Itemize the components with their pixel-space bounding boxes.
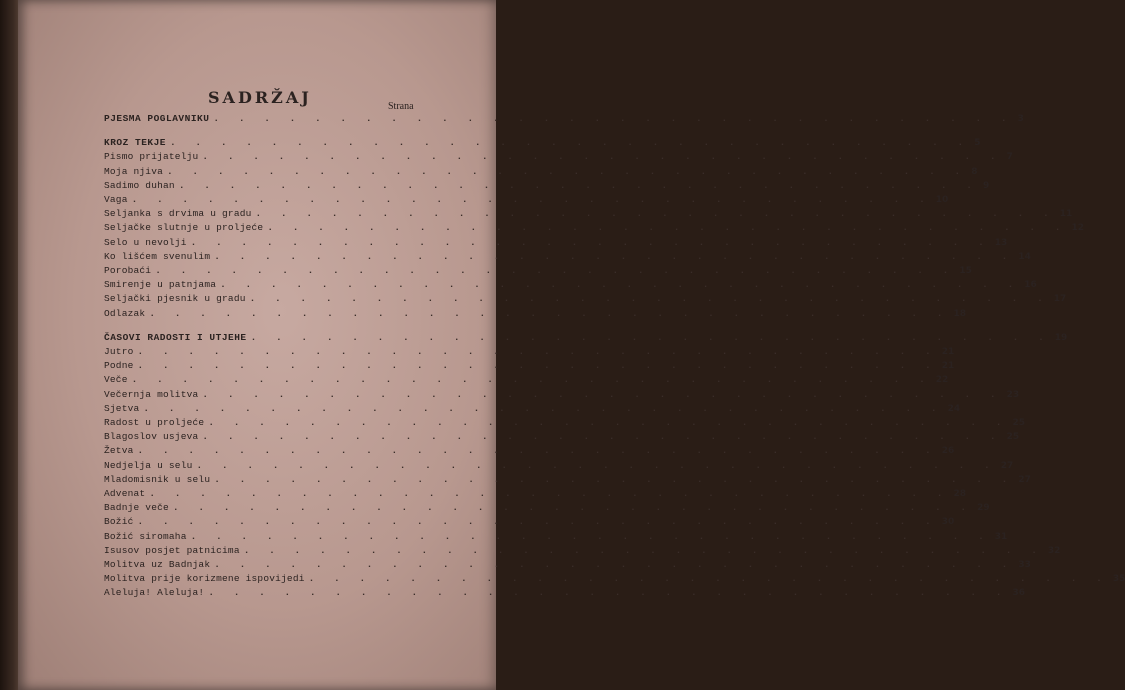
toc-entry-title: Mladomisnik u selu: [104, 473, 211, 485]
toc-page-number: 29: [977, 503, 990, 514]
toc-page-number: 10: [935, 195, 949, 205]
dot-leader: . . . . . . . . . . . . . . . . . . . . . . . . . . . . . . . .: [267, 222, 1068, 234]
dot-leader: . . . . . . . . . . . . . . . . . . . . . . . . . . . . . . . .: [131, 194, 932, 205]
toc-entry: [104, 346, 955, 360]
toc-entry: [104, 222, 1085, 236]
toc-page-number: 30: [941, 517, 955, 528]
toc-entry: [104, 279, 1037, 293]
toc-entry: [104, 360, 955, 374]
dot-leader: . . . . . . . . . . . . . . . . . . . . . . . . . . . . . . . .: [131, 374, 932, 386]
toc-entry-title: Sadimo duhan: [104, 179, 175, 191]
dot-leader: . . . . . . . . . . . . . . . . . . . . . . . . . . . . . . . .: [170, 137, 971, 149]
toc-page-number: 33: [1018, 560, 1031, 570]
toc-entry: [104, 250, 1031, 265]
toc-section: [104, 137, 981, 151]
toc-entry-title: Advenat: [104, 488, 146, 499]
dot-leader: . . . . . . . . . . . . . . . . . . . . . . . . . . . . . . . .: [220, 279, 1021, 291]
dot-leader: . . . . . . . . . . . . . . . . . . . . . . . . . . . . . . . .: [213, 113, 1014, 124]
toc-page-number: 14: [1018, 251, 1031, 262]
toc-page-number: 27: [1000, 460, 1014, 471]
dot-leader: . . . . . . . . . . . . . . . . . . . . . . . . . . . . . . . .: [214, 250, 1015, 262]
dot-leader: . . . . . . . . . . . . . . . . . . . . . . . . . . . . . . . .: [202, 388, 1003, 400]
dot-leader: . . . . . . . . . . . . . . . . . . . . . . . . . . . . . . . .: [208, 587, 1009, 599]
toc-page-number: 7: [1006, 152, 1013, 163]
toc-entry: [104, 445, 955, 459]
toc-entry: [104, 502, 990, 516]
dot-leader: . . . . . . . . . . . . . . . . . . . . . . . . . . . . . . . .: [249, 293, 1050, 305]
toc-entry-title: Veče: [104, 374, 128, 386]
toc-entry-title: Moja njiva: [104, 165, 164, 177]
toc-entry-title: Smirenje u patnjama: [104, 279, 217, 291]
toc-page-number: 15: [959, 266, 972, 276]
toc-entry: [104, 544, 1061, 559]
toc-entry-title: Seljanka s drvima u gradu: [104, 208, 252, 220]
toc-entry-title: Badnje veče: [104, 502, 169, 514]
toc-page-number: 9: [982, 180, 990, 191]
dot-leader: . . . . . . . . . . . . . . . . . . . . . . . . . . . . . . . .: [308, 573, 1109, 585]
toc-page-number: 25: [1006, 432, 1020, 443]
toc-entry: [104, 388, 1020, 403]
dot-leader: . . . . . . . . . . . . . . . . . . . . . . . . . . . . . . . .: [202, 151, 1003, 163]
toc-page-number: 17: [1053, 294, 1067, 305]
dot-leader: . . . . . . . . . . . . . . . . . . . . . . . . . . . . . . . .: [137, 360, 938, 372]
toc-page-number: 19: [1054, 332, 1068, 343]
toc-page-number: 22: [935, 375, 949, 386]
toc-entry: [104, 151, 1013, 165]
toc-entry: [104, 265, 972, 279]
toc-entry: [104, 179, 990, 194]
toc-entry: [104, 165, 978, 180]
toc-page-number: 16: [1024, 280, 1037, 291]
dot-leader: . . . . . . . . . . . . . . . . . . . . . . . . . . . . . . . .: [202, 431, 1003, 443]
toc-entry: [104, 374, 949, 388]
dot-leader: . . . . . . . . . . . . . . . . . . . . . . . . . . . . . . . .: [137, 516, 938, 528]
toc-page-number: 36: [1012, 588, 1026, 599]
dot-leader: . . . . . . . . . . . . . . . . . . . . . . . . . . . . . . . .: [190, 236, 991, 248]
toc-page-number: 13: [994, 237, 1008, 248]
toc-page-number: 18: [953, 308, 967, 319]
dot-leader: . . . . . . . . . . . . . . . . . . . . . . . . . . . . . . . .: [155, 265, 956, 276]
toc-entry-title: Božić siromaha: [104, 530, 187, 542]
toc-section: [104, 331, 1068, 346]
dot-leader: . . . . . . . . . . . . . . . . . . . . . . . . . . . . . . . .: [214, 559, 1015, 570]
toc-entry: [104, 516, 955, 530]
toc-page-number: 5: [974, 138, 981, 149]
toc-entry-title: Sjetva: [104, 402, 140, 414]
toc-entry: [104, 587, 1026, 601]
toc-entry-title: Seljačke slutnje u proljeće: [104, 222, 264, 234]
toc-entry-title: Porobaći: [104, 265, 152, 276]
book-page: [18, 0, 1125, 690]
dot-leader: . . . . . . . . . . . . . . . . . . . . . . . . . . . . . . . .: [178, 179, 979, 191]
dot-leader: . . . . . . . . . . . . . . . . . . . . . . . . . . . . . . . .: [149, 488, 950, 499]
toc-entry-title: PJESMA POGLAVNIKU: [104, 113, 210, 124]
dot-leader: . . . . . . . . . . . . . . . . . . . . . . . . . . . . . . . .: [255, 208, 1056, 220]
toc-entry-title: Nedjelja u selu: [104, 459, 193, 471]
toc-section: [104, 113, 1024, 127]
toc-entry: [104, 194, 949, 208]
toc-entry: [104, 208, 1073, 222]
toc-entry: [104, 293, 1067, 307]
toc-entry: [104, 473, 1031, 488]
dot-leader: . . . . . . . . . . . . . . . . . . . . . . . . . . . . . . . .: [143, 402, 944, 414]
toc-page-number: 24: [947, 403, 961, 414]
toc-entry: [104, 530, 1008, 545]
toc-page-number: 3: [1017, 114, 1024, 124]
toc-entry: [104, 307, 967, 322]
toc-entry-title: Jutro: [104, 346, 134, 357]
toc-entry-title: Selo u nevolji: [104, 236, 187, 248]
toc-page-number: 26: [941, 446, 955, 457]
toc-entry-title: ČASOVI RADOSTI I UTJEHE: [104, 331, 247, 343]
toc-page-number: 32: [1047, 545, 1061, 556]
dot-leader: . . . . . . . . . . . . . . . . . . . . . . . . . . . . . . . .: [137, 346, 938, 357]
toc-entry-title: Isusov posjet patnicima: [104, 544, 240, 556]
toc-entry-title: Vaga: [104, 194, 128, 205]
toc-entry-title: Žetva: [104, 445, 134, 457]
toc-page-number: 21: [941, 361, 955, 372]
dot-leader: . . . . . . . . . . . . . . . . . . . . . . . . . . . . . . . .: [196, 459, 997, 471]
toc-page-number: 35: [1112, 574, 1125, 585]
toc-entry-title: Ko lišćem svenulim: [104, 250, 211, 262]
toc-entry-title: Molitva uz Badnjak: [104, 559, 211, 570]
toc-entry-title: Seljački pjesnik u gradu: [104, 293, 246, 305]
toc-page-number: 21: [941, 347, 955, 357]
dot-leader: . . . . . . . . . . . . . . . . . . . . . . . . . . . . . . . .: [172, 502, 974, 514]
toc-page-number: 23: [1006, 389, 1020, 400]
page-column-header: Strana: [388, 101, 414, 112]
toc-entry: [104, 236, 1008, 251]
toc-entry-title: Blagoslov usjeva: [104, 431, 199, 443]
page-title: SADRŽAJ: [208, 88, 312, 107]
dot-leader: . . . . . . . . . . . . . . . . . . . . . . . . . . . . . . . .: [208, 417, 1009, 428]
toc-entry: [104, 559, 1031, 573]
toc-entry-title: Večernja molitva: [104, 388, 199, 400]
dot-leader: . . . . . . . . . . . . . . . . . . . . . . . . . . . . . . . .: [250, 331, 1051, 343]
toc-page-number: 25: [1012, 418, 1026, 428]
dot-leader: . . . . . . . . . . . . . . . . . . . . . . . . . . . . . . . .: [190, 530, 991, 542]
toc-page-number: 12: [1071, 223, 1085, 234]
toc-page-number: 8: [971, 166, 978, 177]
dot-leader: . . . . . . . . . . . . . . . . . . . . . . . . . . . . . . . .: [214, 473, 1015, 485]
toc-entry-title: Podne: [104, 360, 134, 372]
toc-page-number: 27: [1018, 474, 1031, 485]
toc-entry: [104, 417, 1026, 431]
toc-page-number: 11: [1059, 209, 1073, 220]
toc-entry: [104, 431, 1020, 445]
toc-entry-title: Božić: [104, 516, 134, 528]
toc-entry-title: Molitva prije korizmene ispovijedi: [104, 573, 305, 585]
toc-entry: [104, 459, 1014, 474]
toc-page-number: 28: [953, 489, 967, 499]
dot-leader: . . . . . . . . . . . . . . . . . . . . . . . . . . . . . . . .: [243, 544, 1044, 556]
toc-entry: [104, 488, 967, 502]
toc-entry: [104, 573, 1125, 587]
dot-leader: . . . . . . . . . . . . . . . . . . . . . . . . . . . . . . . .: [167, 165, 968, 177]
toc-entry-title: Odlazak: [104, 307, 146, 319]
toc-entry: [104, 402, 961, 417]
toc-entry-title: Pismo prijatelju: [104, 151, 199, 163]
toc-entry-title: KROZ TEKJE: [104, 137, 167, 149]
toc-entry-title: Aleluja! Aleluja!: [104, 587, 205, 599]
dot-leader: . . . . . . . . . . . . . . . . . . . . . . . . . . . . . . . .: [149, 307, 950, 319]
dot-leader: . . . . . . . . . . . . . . . . . . . . . . . . . . . . . . . .: [137, 445, 938, 457]
toc-page-number: 31: [994, 531, 1008, 542]
toc-entry-title: Radost u proljeće: [104, 417, 205, 428]
